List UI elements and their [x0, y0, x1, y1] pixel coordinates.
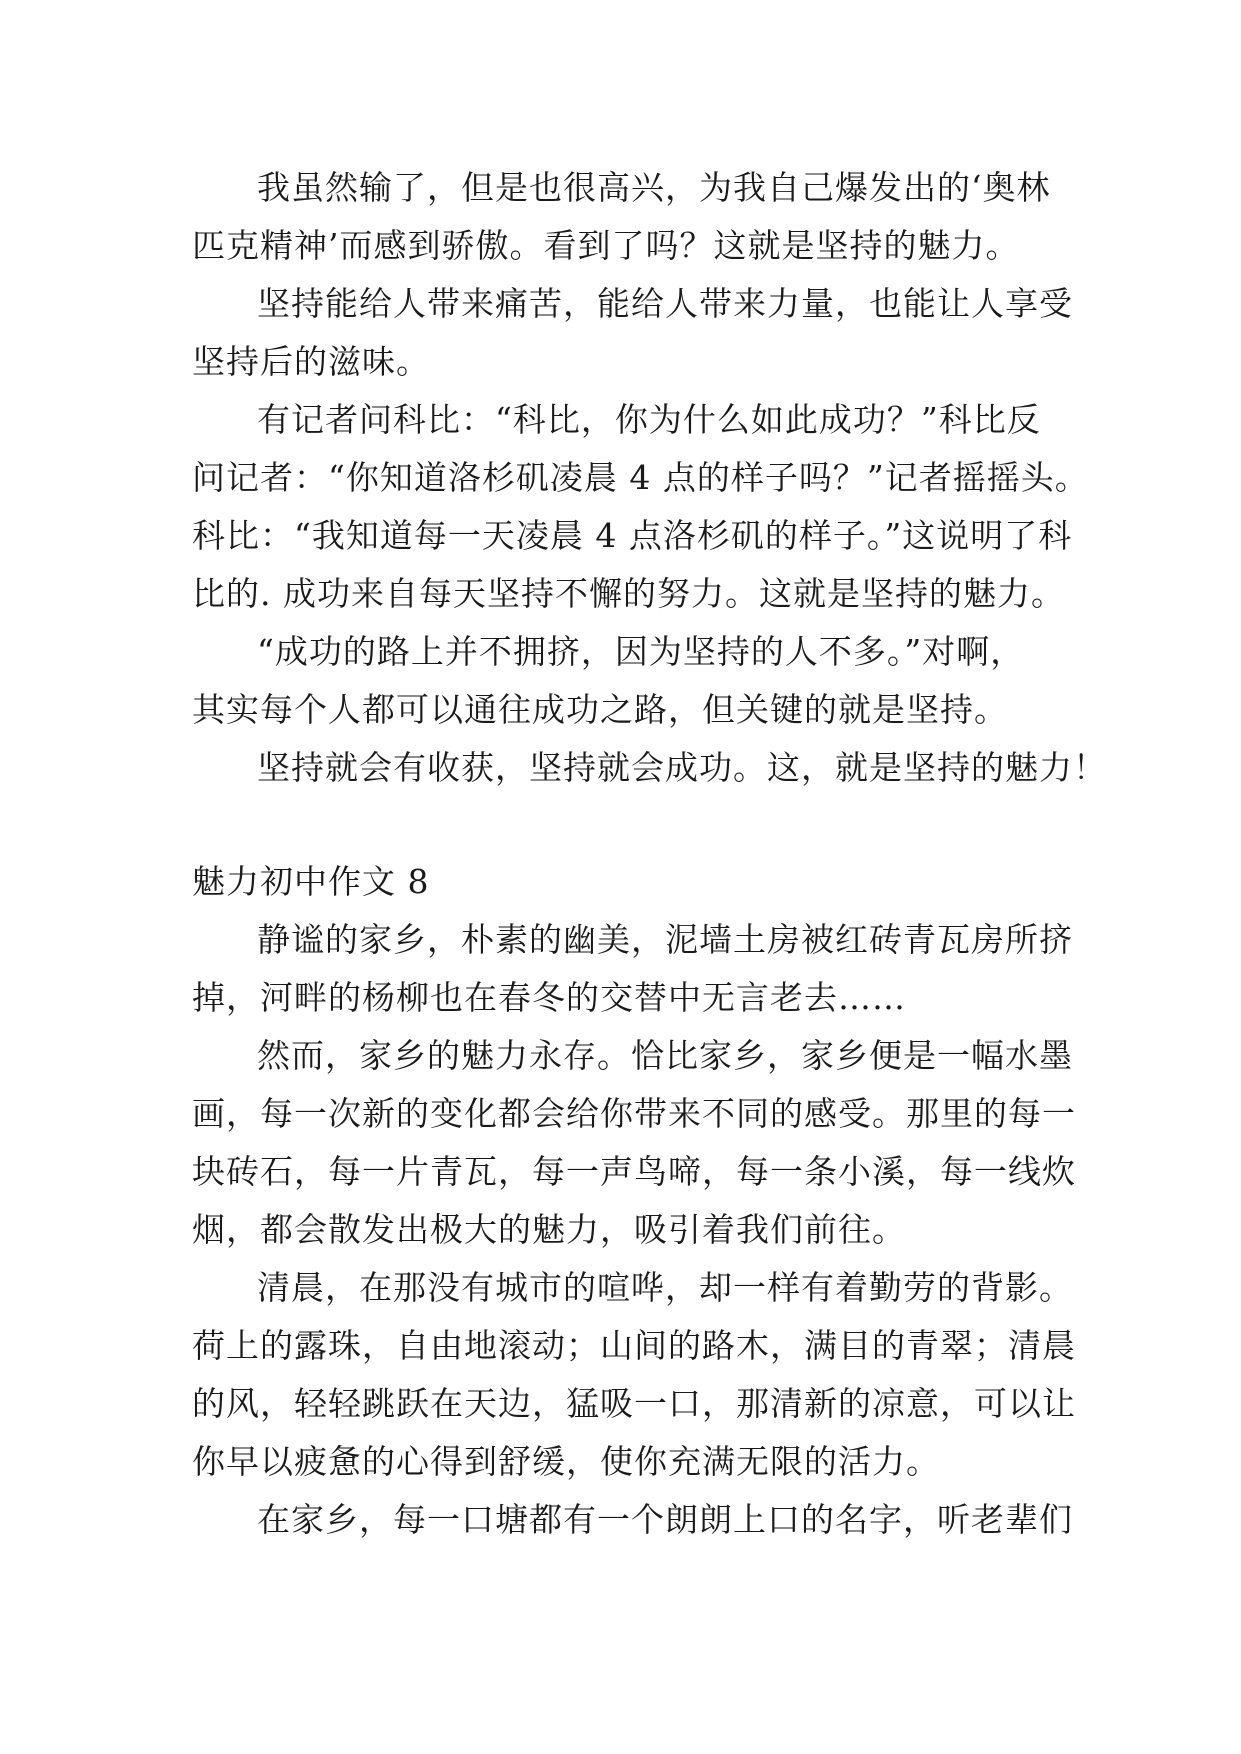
text-line: 坚持后的滋味。: [192, 342, 430, 381]
text-line: 在家乡，每一口塘都有一个朗朗上口的名字，听老辈们: [257, 1500, 1073, 1539]
text-line: 比的. 成功来自每天坚持不懈的努力。这就是坚持的魅力。: [192, 574, 1065, 613]
text-line: 烟，都会散发出极大的魅力，吸引着我们前往。: [192, 1210, 906, 1249]
text-line: 有记者问科比：“科比，你为什么如此成功？”科比反: [257, 400, 1041, 439]
text-line: 科比：“我知道每一天凌晨 4 点洛杉矶的样子。”这说明了科: [192, 516, 1073, 555]
text-line: 掉，河畔的杨柳也在春冬的交替中无言老去……: [192, 978, 906, 1017]
text-line: 清晨，在那没有城市的喧哗，却一样有着勤劳的背影。: [257, 1268, 1073, 1307]
text-line: 然而，家乡的魅力永存。恰比家乡，家乡便是一幅水墨: [257, 1036, 1073, 1075]
text-line: 画，每一次新的变化都会给你带来不同的感受。那里的每一: [192, 1094, 1076, 1133]
section-heading: 魅力初中作文 8: [192, 862, 430, 901]
text-line: 的风，轻轻跳跃在天边，猛吸一口，那清新的凉意，可以让: [192, 1384, 1076, 1423]
text-line: 问记者：“你知道洛杉矶凌晨 4 点的样子吗？”记者摇摇头。: [192, 458, 1089, 497]
text-line: 块砖石，每一片青瓦，每一声鸟啼，每一条小溪，每一线炊: [192, 1152, 1076, 1191]
text-line: 其实每个人都可以通往成功之路，但关键的就是坚持。: [192, 690, 1008, 729]
text-line: 坚持能给人带来痛苦，能给人带来力量，也能让人享受: [257, 284, 1073, 323]
text-line: 我虽然输了，但是也很高兴，为我自己爆发出的‘奥林: [257, 168, 1051, 207]
text-line: 荷上的露珠，自由地滚动；山间的路木，满目的青翠；清晨: [192, 1326, 1076, 1365]
text-line: 静谧的家乡，朴素的幽美，泥墙土房被红砖青瓦房所挤: [257, 920, 1073, 959]
text-line: 匹克精神’而感到骄傲。看到了吗？这就是坚持的魅力。: [192, 226, 1020, 265]
text-line: 你早以疲惫的心得到舒缓，使你充满无限的活力。: [192, 1442, 940, 1481]
text-line: 坚持就会有收获，坚持就会成功。这，就是坚持的魅力！: [257, 748, 1107, 787]
text-line: “成功的路上并不拥挤，因为坚持的人不多。”对啊，: [257, 632, 1025, 671]
